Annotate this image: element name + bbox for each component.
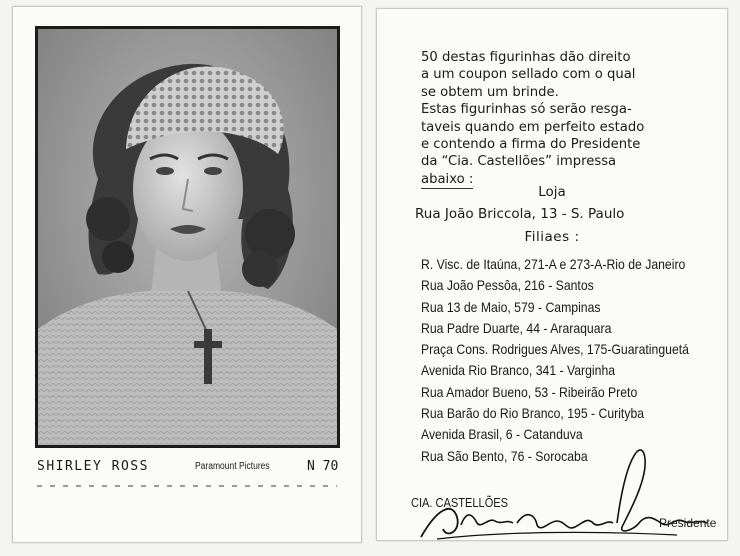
studio-credit: Paramount Pictures <box>195 461 270 472</box>
intro-line: a um coupon sellado com o qual <box>421 67 636 83</box>
filiais-heading: Filiaes : <box>524 229 580 245</box>
portrait-photo <box>35 26 340 448</box>
intro-line: 50 destas figurinhas dão direito <box>421 50 631 65</box>
intro-line: e contendo a firma do Presidente <box>421 137 641 153</box>
signature-title: Presidente <box>659 516 717 530</box>
portrait-image <box>38 29 337 445</box>
list-item: Praça Cons. Rodrigues Alves, 175-Guaratinguetá <box>421 342 689 358</box>
redemption-text <box>421 49 721 189</box>
card-number: N 70 <box>307 459 339 474</box>
loja-address: Rua João Briccola, 13 - S. Paulo <box>415 206 625 222</box>
list-item: R. Visc. de Itaúna, 271-A e 273-A-Rio de Janeiro <box>421 257 686 272</box>
trading-card-back <box>376 8 728 541</box>
intro-line: Estas figurinhas só serão resga- <box>421 102 632 118</box>
loja-heading: Loja <box>538 184 566 200</box>
intro-line-underlined: abaixo : <box>421 171 473 189</box>
list-item: Rua João Pessôa, 216 - Santos <box>421 278 594 294</box>
handwritten-signature <box>417 439 717 549</box>
intro-line: se obtem um brinde. <box>421 84 559 100</box>
branch-list <box>421 254 727 467</box>
list-item: Rua Barão do Rio Branco, 195 - Curityba <box>421 406 645 422</box>
actress-name: SHIRLEY ROSS <box>37 459 149 474</box>
trading-card-front <box>12 6 362 543</box>
list-item: Avenida Brasil, 6 - Catanduva <box>421 427 583 443</box>
perforation-line <box>37 485 337 487</box>
list-item: Rua Padre Duarte, 44 - Araraquara <box>421 320 612 336</box>
intro-line: da “Cia. Castellões” impressa <box>421 154 617 170</box>
list-item: Rua 13 de Maio, 579 - Campinas <box>421 299 601 315</box>
signature-company: CIA. CASTELLÕES <box>411 495 509 510</box>
list-item: Avenida Rio Branco, 341 - Varginha <box>421 363 616 379</box>
list-item: Rua São Bento, 76 - Sorocaba <box>421 448 588 464</box>
intro-line: taveis quando em perfeito estado <box>421 119 645 135</box>
list-item: Rua Amador Bueno, 53 - Ribeirão Preto <box>421 384 638 400</box>
